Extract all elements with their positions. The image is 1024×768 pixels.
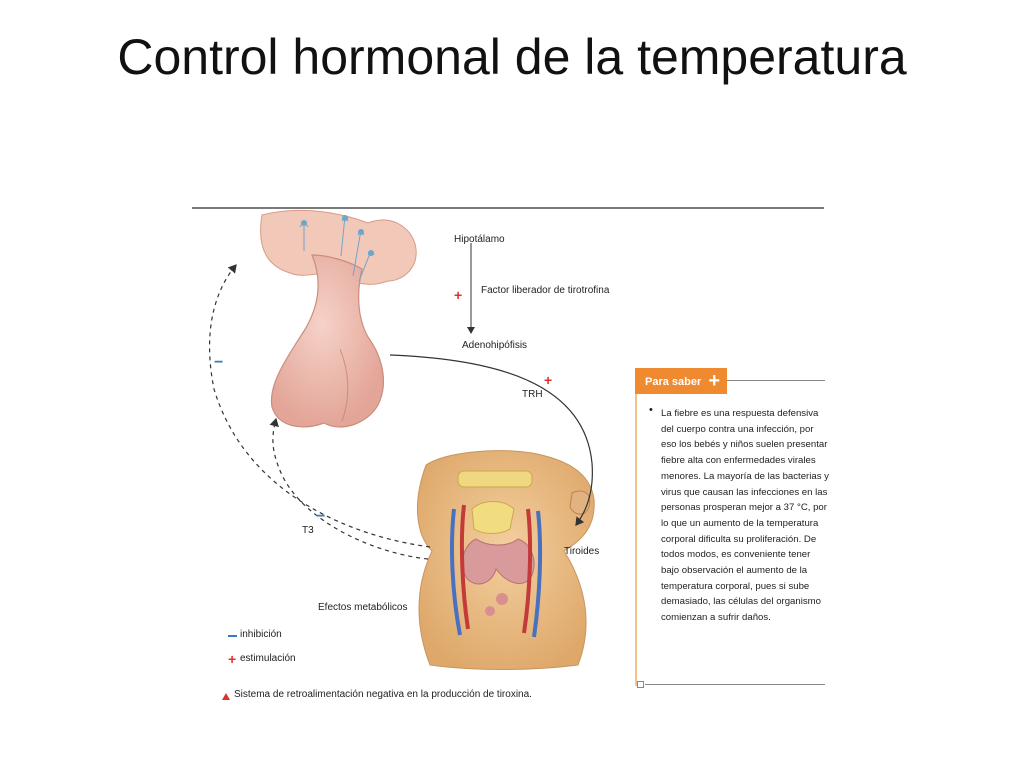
legend-stimulation-marker: + (228, 651, 237, 667)
feedback-arrow-inner (273, 419, 428, 559)
figure-caption: Sistema de retroalimentación negativa en la producción de tiroxina. (234, 689, 532, 700)
para-saber-end-marker (637, 681, 644, 688)
label-tiroides: Tiroides (564, 546, 600, 557)
inhibition-sign-inner: − (316, 508, 326, 525)
para-saber-bullet: • (649, 404, 653, 416)
stimulation-sign-trh: + (544, 372, 553, 388)
legend-estimulacion: estimulación (240, 653, 296, 664)
legend-inhibition-marker (228, 635, 237, 637)
para-saber-top-rule (727, 380, 825, 381)
label-trh: TRH (522, 389, 543, 400)
label-efectos-metabolicos: Efectos metabólicos (318, 602, 408, 613)
label-adenohipofisis: Adenohipófisis (462, 340, 528, 351)
para-saber-heading (635, 368, 727, 394)
inhibition-sign-outer: − (214, 354, 224, 371)
para-saber-box (635, 368, 829, 686)
label-hipotalamo: Hipotálamo (454, 234, 505, 245)
caption-triangle-icon (222, 693, 230, 700)
slide-title: Control hormonal de la temperatura (117, 29, 907, 85)
plus-icon: + (708, 370, 721, 392)
stimulation-sign-factor: + (454, 287, 463, 303)
label-factor-liberador: Factor liberador de tirotrofina (481, 285, 610, 296)
para-saber-bottom-rule (645, 684, 825, 685)
label-t3: T3 (302, 525, 314, 536)
para-saber-text: La fiebre es una respuesta defensiva del cuerpo contra una infección, por eso los bebés y niños suelen presentar fiebre alta con enfermedades virales menores. La mayoría de las bacterias y virus que causan las infecciones en las personas prosperan mejor a 37 °C, por lo que un aumento de la temperatura corporal dificulta su proliferación. De todos modos, es conveniente tener bajo observación el aumento de la temperatura corporal, pues si sube demasiado, las células del organismo comienzan a sufrir daños. (661, 408, 829, 624)
legend-inhibicion: inhibición (240, 629, 282, 640)
para-saber-side-rule (635, 394, 637, 686)
para-saber-heading-text: Para saber (645, 376, 702, 388)
